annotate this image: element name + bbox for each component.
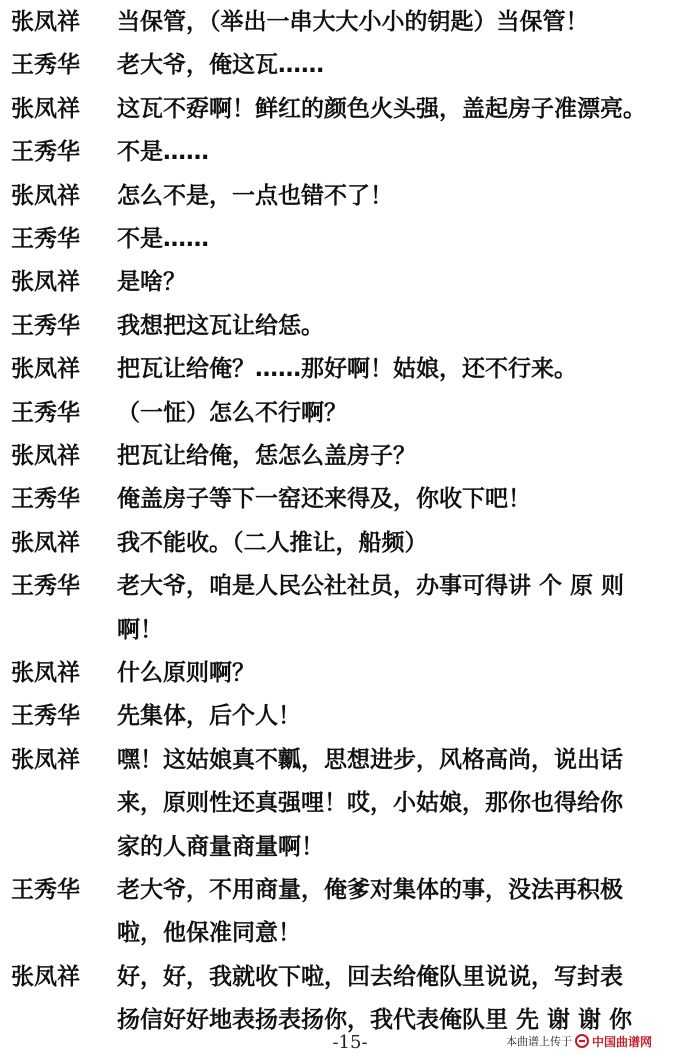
speaker-name: 张凤祥 bbox=[11, 182, 80, 209]
dialogue-text: 把瓦让给俺，恁怎么盖房子？ bbox=[117, 443, 416, 469]
speaker-name: 王秀华 bbox=[11, 226, 80, 252]
dialogue-line bbox=[0, 651, 700, 695]
dialogue-text: 是啥？ bbox=[117, 269, 186, 296]
speaker-name: 张凤祥 bbox=[11, 746, 80, 773]
dialogue-text: 不是…… bbox=[117, 226, 209, 252]
speaker-name: 王秀华 bbox=[11, 52, 80, 79]
dialogue-line bbox=[0, 564, 700, 608]
dialogue-text: 我不能收。（二人推让，船频） bbox=[117, 529, 428, 556]
dialogue-line bbox=[0, 260, 700, 304]
dialogue-text: 好，好，我就收下啦，回去给俺队里说说，写封表 bbox=[117, 963, 623, 990]
dialogue-line bbox=[0, 0, 700, 44]
dialogue-text: 先集体，后个人！ bbox=[117, 703, 301, 730]
credit-text: 本曲谱上传于 bbox=[506, 1035, 572, 1048]
dialogue-text: 不是…… bbox=[117, 139, 209, 166]
dialogue-text: 老大爷，俺这瓦…… bbox=[117, 52, 324, 79]
dialogue-line bbox=[0, 521, 700, 565]
speaker-name: 张凤祥 bbox=[11, 963, 80, 990]
site-name: 中国曲谱网 bbox=[592, 1034, 653, 1049]
dialogue-text: 来，原则性还真强哩！哎，小姑娘，那你也得给你 bbox=[117, 790, 623, 817]
speaker-name: 王秀华 bbox=[11, 139, 80, 166]
dialogue-text: （一怔）怎么不行啊？ bbox=[117, 399, 347, 426]
dialogue-line bbox=[0, 608, 700, 652]
dialogue-text: 这瓦不孬啊！鲜红的颜色火头强，盖起房子准漂亮。 bbox=[117, 95, 646, 122]
dialogue-text: 家的人商量商量啊！ bbox=[117, 833, 324, 860]
dialogue-line bbox=[0, 434, 700, 478]
speaker-name: 张凤祥 bbox=[11, 660, 80, 686]
speaker-name: 张凤祥 bbox=[11, 95, 80, 122]
dialogue-line bbox=[0, 217, 700, 261]
dialogue-line bbox=[0, 347, 700, 391]
speaker-name: 王秀华 bbox=[11, 573, 80, 600]
dialogue-line bbox=[0, 911, 700, 955]
dialogue-line bbox=[0, 694, 700, 738]
dialogue-line bbox=[0, 955, 700, 999]
dialogue-text: 怎么不是，一点也错不了！ bbox=[117, 182, 393, 209]
dialogue-text: 我想把这瓦让给恁。 bbox=[117, 312, 324, 339]
speaker-name: 王秀华 bbox=[11, 399, 80, 426]
dialogue-line bbox=[0, 781, 700, 825]
speaker-name: 王秀华 bbox=[11, 486, 80, 513]
dialogue-text: 啦，他保准同意！ bbox=[117, 920, 301, 947]
speaker-name: 张凤祥 bbox=[11, 529, 80, 556]
dialogue-line bbox=[0, 868, 700, 912]
dialogue-line bbox=[0, 825, 700, 869]
dialogue-line bbox=[0, 43, 700, 87]
speaker-name: 张凤祥 bbox=[11, 269, 80, 296]
dialogue-line bbox=[0, 738, 700, 782]
dialogue-text: 什么原则啊？ bbox=[117, 660, 255, 686]
dialogue-text: 当保管，（举出一串大大小小的钥匙）当保管！ bbox=[117, 9, 589, 35]
dialogue-line bbox=[0, 174, 700, 218]
dialogue-text: 扬信好好地表扬表扬你，我代表俺队里 先 谢 谢 你 bbox=[117, 1007, 633, 1034]
upload-credit bbox=[506, 1030, 696, 1052]
speaker-name: 张凤祥 bbox=[11, 443, 80, 469]
dialogue-text: 嘿！这姑娘真不瓤，思想进步，风格高尚，说出话 bbox=[117, 746, 623, 773]
dialogue-line bbox=[0, 477, 700, 521]
speaker-name: 张凤祥 bbox=[11, 9, 80, 35]
dialogue-text: 啊！ bbox=[117, 616, 163, 643]
dialogue-text: 俺盖房子等下一窑还来得及，你收下吧！ bbox=[117, 486, 531, 513]
dialogue-line bbox=[0, 130, 700, 174]
site-logo-icon bbox=[575, 1034, 589, 1048]
dialogue-text: 把瓦让给俺？……那好啊！姑娘，还不行来。 bbox=[117, 356, 577, 383]
speaker-name: 王秀华 bbox=[11, 877, 80, 903]
speaker-name: 王秀华 bbox=[11, 703, 80, 730]
speaker-name: 张凤祥 bbox=[11, 356, 80, 383]
page-number: -15- bbox=[332, 1032, 368, 1053]
speaker-name: 王秀华 bbox=[11, 312, 80, 339]
dialogue-line bbox=[0, 391, 700, 435]
dialogue-text: 老大爷，咱是人民公社社员，办事可得讲 个 原 则 bbox=[117, 573, 625, 600]
dialogue-line bbox=[0, 304, 700, 348]
dialogue-text: 老大爷，不用商量，俺爹对集体的事，没法再积极 bbox=[117, 877, 623, 903]
dialogue-line bbox=[0, 87, 700, 131]
